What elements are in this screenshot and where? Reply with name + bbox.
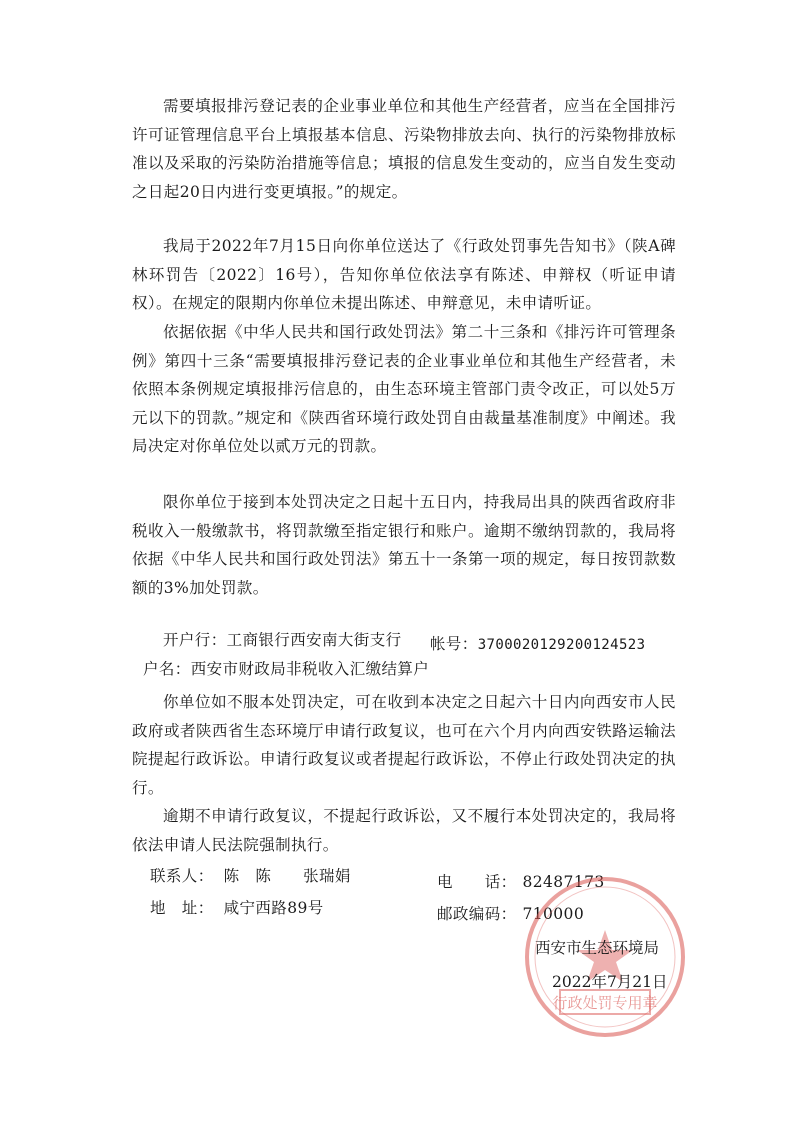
bank-line [163,628,402,652]
paragraph-3: 依据依据《中华人民共和国行政处罚法》第二十三条和《排污许可管理条例》第四十三条“需要填报排污登记表的企业事业单位和其他生产经营者，未依照本条例规定填报排污信息的，由生态环境主管部门责令改正，可以处5万元以下的罚款。”规定和《陕西省环境行政处罚自由裁量基准制度》中阐述。我局决定对你单位处以贰万元的罚款。 [132,323,676,455]
account-number: 3700020129200124523 [477,637,646,653]
postcode-value: 710000 [522,905,585,923]
issuing-organization: 西安市生态环境局 [535,939,660,957]
address-label: 地 址： [150,899,214,917]
contact-label: 联系人： [150,867,214,885]
paragraph-2: 我局于2022年7月15日向你单位送达了《行政处罚事先告知书》（陕A碑林环罚告〔2022〕16号），告知你单位依法享有陈述、申辩权（听证申请权）。在规定的限期内你单位未提出陈述、申辩意见，未申请听证。 [132,237,676,312]
account-label: 帐号： [430,635,478,653]
paragraph-6: 逾期不申请行政复议，不提起行政诉讼，又不履行本处罚决定的，我局将依法申请人民法院强制执行。 [132,807,676,854]
postcode-label: 邮政编码： [437,905,517,923]
address-line [150,896,324,920]
bank-name: 工商银行西安南大街支行 [226,631,402,649]
paragraph-5: 你单位如不服本处罚决定，可在收到本决定之日起六十日内向西安市人民政府或者陕西省生态环境厅申请行政复议，也可在六个月内向西安铁路运输法院提起行政诉讼。申请行政复议或者提起行政诉讼，不停止行政处罚决定的执行。 [132,693,676,797]
seal-text: 行政处罚专用章 [552,994,658,1012]
contact-names: 陈 陈 张瑞娟 [223,867,351,885]
paragraph-4: 限你单位于接到本处罚决定之日起十五日内，持我局出具的陕西省政府非税收入一般缴款书，将罚款缴至指定银行和账户。逾期不缴纳罚款的，我局将依据《中华人民共和国行政处罚法》第五十一条第一项的规定，每日按罚款数额的3%加处罚款。 [132,493,676,597]
account-line [430,632,645,657]
contact-line [150,864,351,888]
holder-label: 户名： [143,660,191,678]
phone-label: 电 话： [437,873,517,891]
holder-name: 西安市财政局非税收入汇缴结算户 [190,660,430,678]
address-value: 咸宁西路89号 [223,899,324,917]
paragraph-1: 需要填报排污登记表的企业事业单位和其他生产经营者，应当在全国排污许可证管理信息平台上填报基本信息、污染物排放去向、执行的污染物排放标准以及采取的污染防治措施等信息；填报的信息发生变动的，应当自发生变动之日起20日内进行变更填报。”的规定。 [132,97,676,201]
holder-line [143,657,429,681]
bank-label: 开户行： [163,631,227,649]
phone-number: 82487173 [522,873,605,891]
issue-date: 2022年7月21日 [552,973,668,991]
